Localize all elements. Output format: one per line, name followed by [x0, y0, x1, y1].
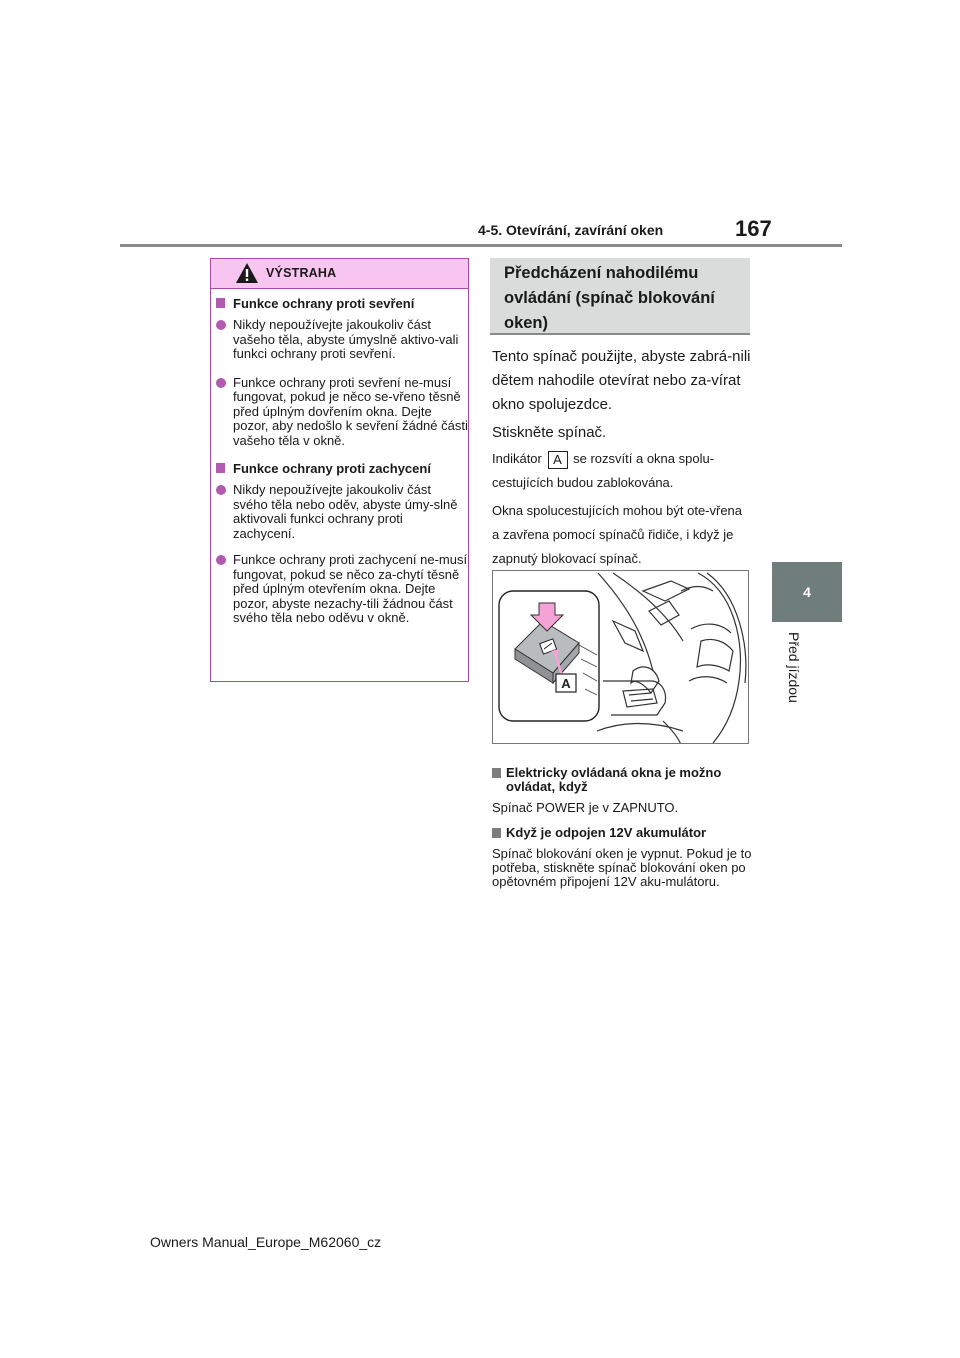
header-divider — [120, 244, 842, 247]
square-bullet-icon — [216, 463, 225, 473]
warning-item — [216, 318, 468, 362]
warning-item-text: Funkce ochrany proti sevření ne-musí fungovat, pokud je něco se-vřeno těsně před úplným dovřením okna. Dejte pozor, aby nedošlo k sevření žádné části vašeho těla v okně. — [233, 374, 468, 448]
warning-item-text: Funkce ochrany proti zachycení ne-musí fungovat, pokud se něco za-chytí těsně před úplným otevřením okna. Dejte pozor, abyste nezachy-tili žádnou část svého těla nebo oděvu v okně. — [233, 552, 468, 625]
round-bullet-icon — [216, 485, 226, 495]
warning-item — [216, 376, 468, 449]
warning-title: VÝSTRAHA — [266, 266, 337, 280]
subsection-text: Spínač POWER je v ZAPNUTO. — [492, 800, 679, 815]
note-text: Okna spolucestujících mohou být ote-vřena a zavřena pomocí spínačů řidiče, i když je zapnutý blokovací spínač. — [492, 503, 743, 566]
warning-body — [211, 289, 468, 626]
warning-header — [211, 259, 468, 289]
square-bullet-icon — [492, 768, 501, 778]
indicator-text-before: Indikátor — [492, 451, 542, 466]
indicator-paragraph — [492, 447, 752, 571]
page-number: 167 — [735, 216, 772, 241]
indicator-text-after: se rozsvítí a okna spolu-cestujících budou zablokována. — [492, 451, 715, 490]
warning-triangle-icon — [235, 262, 259, 284]
warning-item-text: Nikdy nepoužívejte jakoukoliv část vašeho těla, abyste úmyslně aktivo-vali funkci ochrany proti sevření. — [233, 317, 459, 361]
section-title-box — [490, 258, 750, 335]
section-body — [492, 345, 752, 445]
section-instruction: Stiskněte spínač. — [492, 424, 607, 441]
warning-item — [216, 553, 468, 626]
callout-label: A — [561, 676, 571, 691]
window-lock-switch-illustration — [492, 570, 749, 744]
round-bullet-icon — [216, 378, 226, 388]
section-intro: Tento spínač použijte, abyste zabrá-nili dětem nahodile otevírat nebo za-vírat okno spolujezdce. — [492, 348, 751, 413]
subsection-heading — [492, 766, 754, 794]
warning-heading-text: Funkce ochrany proti zachycení — [233, 461, 431, 476]
section-header: 4-5. Otevírání, zavírání oken — [478, 222, 664, 238]
square-bullet-icon — [492, 828, 501, 838]
chapter-title: Před jízdou — [786, 632, 802, 703]
warning-group-heading — [216, 295, 468, 312]
warning-item-text: Nikdy nepoužívejte jakoukoliv část svého těla nebo oděv, abyste úmy-slně aktivovali funkci ochrany proti zachycení. — [233, 482, 458, 541]
subsection-heading-text: Elektricky ovládaná okna je možno ovládat, když — [506, 765, 722, 794]
door-panel-drawing — [493, 571, 749, 744]
warning-heading-text: Funkce ochrany proti sevření — [233, 296, 415, 311]
chapter-tab — [772, 562, 842, 622]
section-title: Předcházení nahodilému ovládání (spínač blokování oken) — [504, 264, 715, 332]
warning-item — [216, 483, 468, 541]
indicator-text — [492, 447, 752, 495]
chapter-number: 4 — [803, 584, 811, 600]
warning-box — [210, 258, 469, 682]
warning-group-heading — [216, 460, 468, 477]
round-bullet-icon — [216, 555, 226, 565]
subsection-heading — [492, 826, 754, 840]
indicator-badge: A — [548, 451, 568, 469]
round-bullet-icon — [216, 320, 226, 330]
subsection-text: Spínač blokování oken je vypnut. Pokud je to potřeba, stiskněte spínač blokování oken po opětovném připojení 12V aku-mulátoru. — [492, 846, 752, 889]
subsection-heading-text: Když je odpojen 12V akumulátor — [506, 825, 707, 840]
footer-text: Owners Manual_Europe_M62060_cz — [150, 1234, 382, 1250]
square-bullet-icon — [216, 298, 225, 308]
